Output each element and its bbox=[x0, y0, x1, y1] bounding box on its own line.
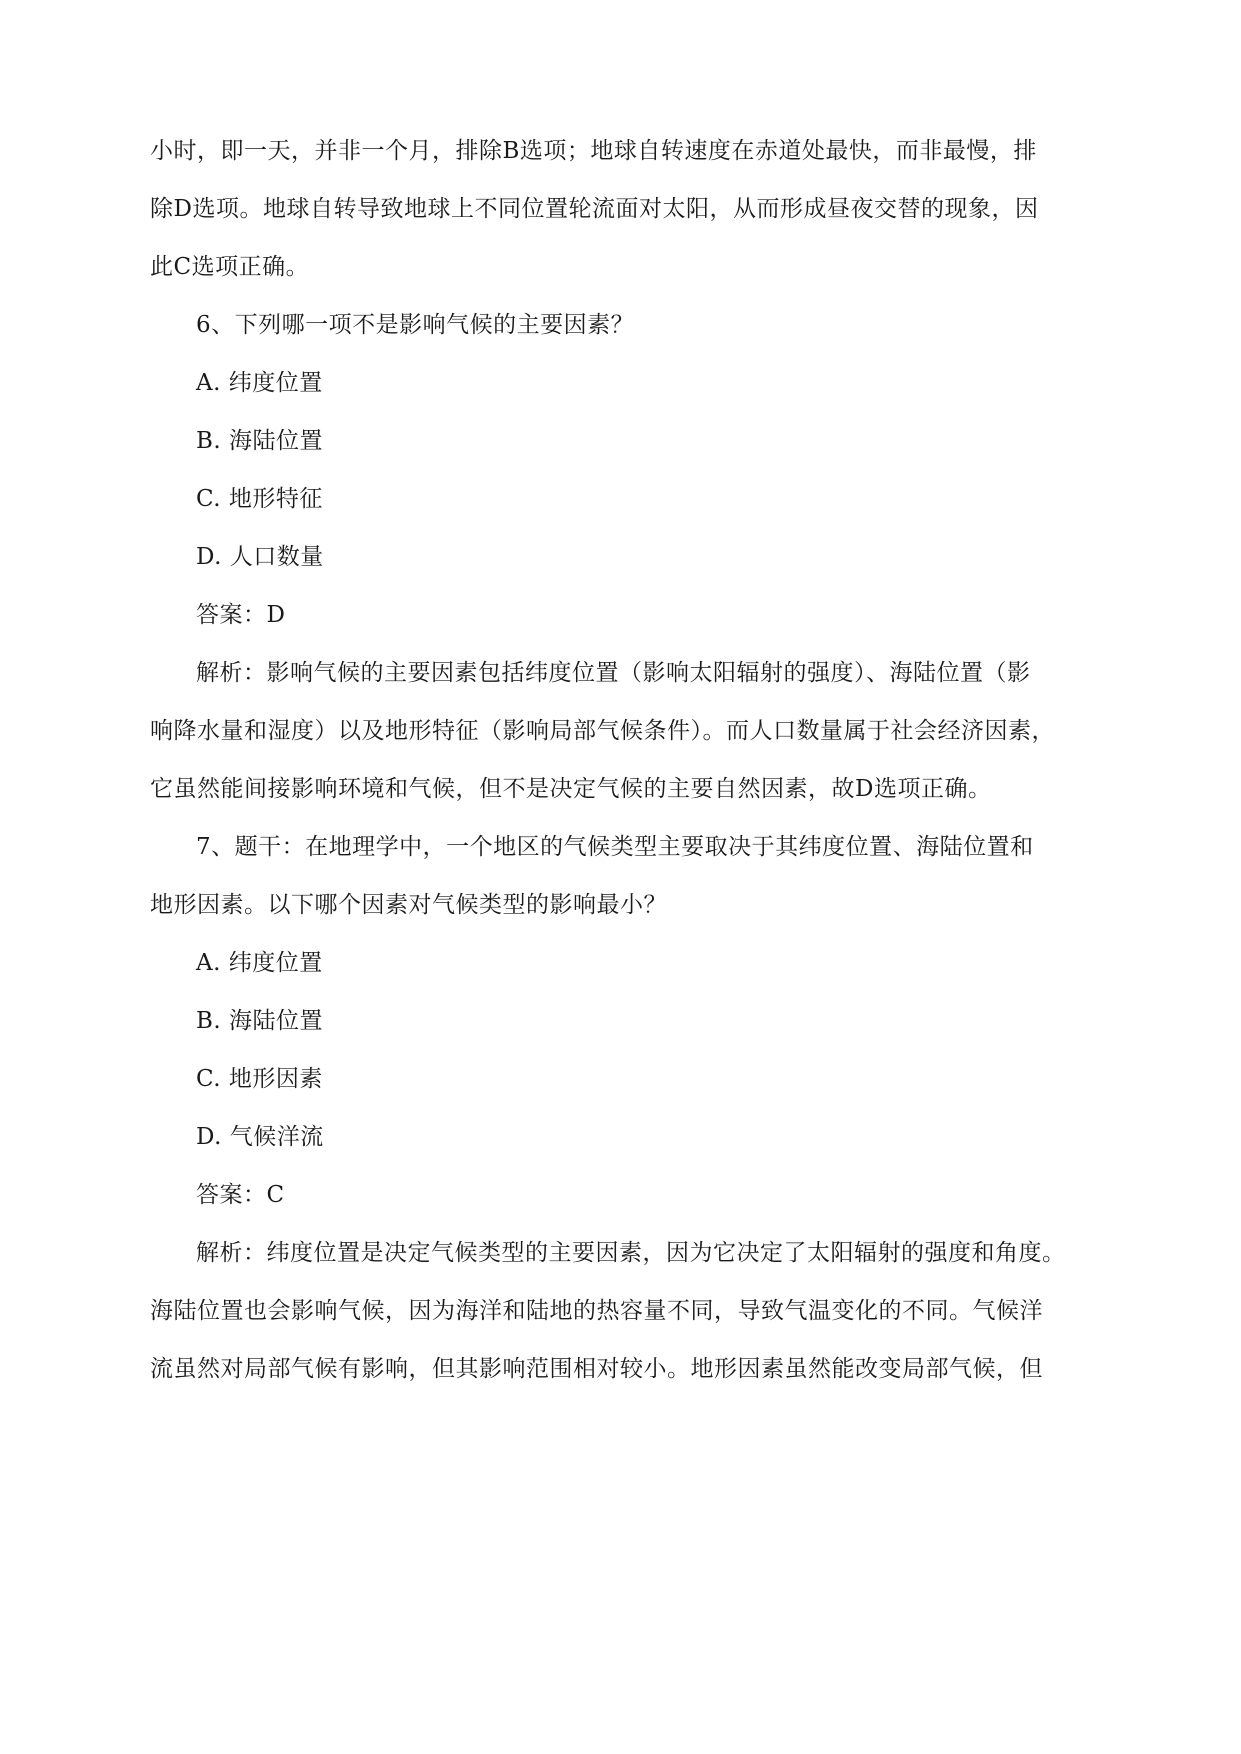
text-line: 此C选项正确。 bbox=[150, 254, 310, 280]
question-6-answer: 答案：D bbox=[196, 602, 286, 628]
text-line: 小时，即一天，并非一个月，排除B选项；地球自转速度在赤道处最快，而非最慢，排 bbox=[150, 138, 1037, 164]
question-7-explanation-line: 流虽然对局部气候有影响，但其影响范围相对较小。地形因素虽然能改变局部气候，但 bbox=[150, 1356, 1043, 1382]
question-6-option-d: D. 人口数量 bbox=[196, 544, 324, 570]
question-6-explanation-line: 响降水量和湿度）以及地形特征（影响局部气候条件）。而人口数量属于社会经济因素， bbox=[150, 718, 1055, 744]
question-6-stem: 6、下列哪一项不是影响气候的主要因素？ bbox=[196, 312, 635, 338]
question-7-option-b: B. 海陆位置 bbox=[196, 1008, 324, 1034]
question-7-explanation-line: 解析：纬度位置是决定气候类型的主要因素，因为它决定了太阳辐射的强度和角度。 bbox=[196, 1240, 1066, 1266]
question-6-explanation-line: 它虽然能间接影响环境和气候，但不是决定气候的主要自然因素，故D选项正确。 bbox=[150, 776, 992, 802]
question-6-option-a: A. 纬度位置 bbox=[196, 370, 323, 396]
question-7-stem: 7、题干：在地理学中，一个地区的气候类型主要取决于其纬度位置、海陆位置和 bbox=[196, 834, 1034, 860]
question-7-option-d: D. 气候洋流 bbox=[196, 1124, 324, 1150]
text-line: 除D选项。地球自转导致地球上不同位置轮流面对太阳，从而形成昼夜交替的现象，因 bbox=[150, 196, 1039, 222]
question-7-option-a: A. 纬度位置 bbox=[196, 950, 323, 976]
question-6-explanation-line: 解析：影响气候的主要因素包括纬度位置（影响太阳辐射的强度）、海陆位置（影 bbox=[196, 660, 1031, 686]
question-7-answer: 答案：C bbox=[196, 1182, 285, 1208]
question-6-option-b: B. 海陆位置 bbox=[196, 428, 324, 454]
question-7-option-c: C. 地形因素 bbox=[196, 1066, 323, 1092]
question-6-option-c: C. 地形特征 bbox=[196, 486, 323, 512]
question-7-stem-cont: 地形因素。以下哪个因素对气候类型的影响最小？ bbox=[150, 892, 667, 918]
question-7-explanation-line: 海陆位置也会影响气候，因为海洋和陆地的热容量不同，导致气温变化的不同。气候洋 bbox=[150, 1298, 1043, 1324]
